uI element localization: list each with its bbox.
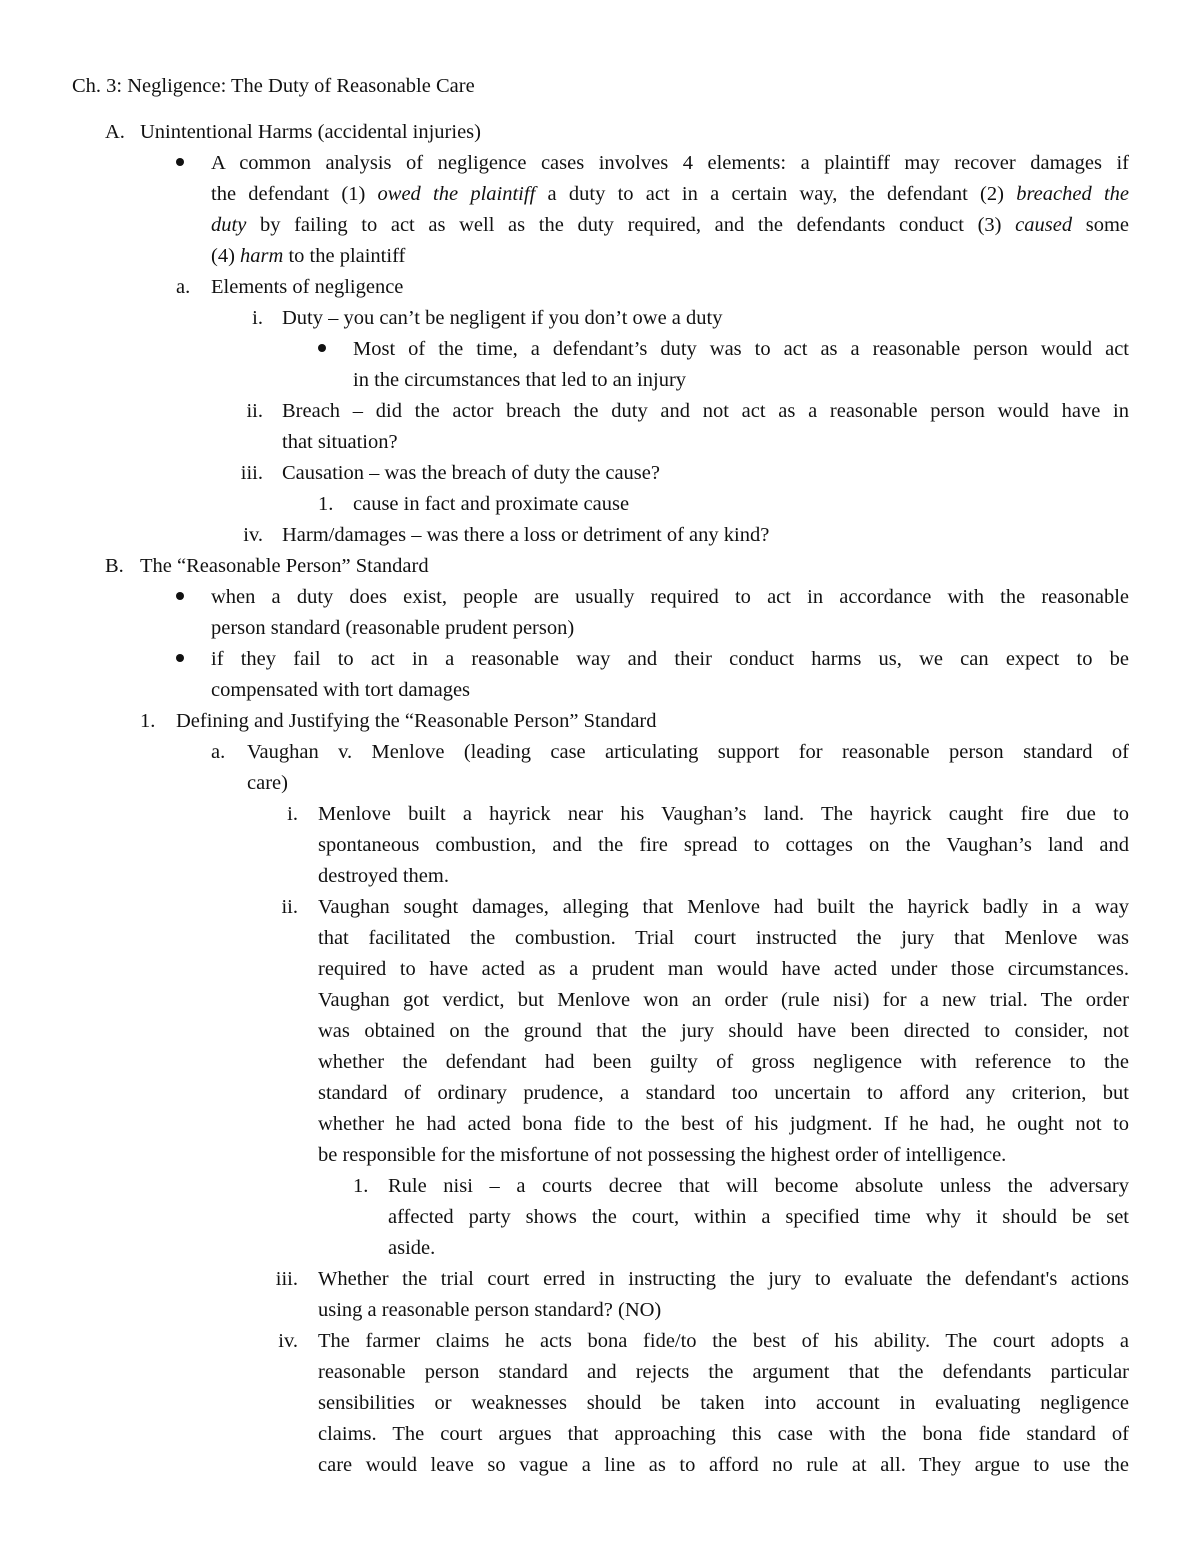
breach-item-line-1: Breach – did the actor breach the duty and not act as a reasonable person would have in (282, 400, 1129, 422)
italic-text-run: caused (1015, 214, 1073, 236)
bullet-icon (318, 344, 326, 352)
duty-item: Duty – you can’t be negligent if you don’t owe a duty (282, 307, 723, 329)
section-a-heading: Unintentional Harms (accidental injuries) (140, 121, 481, 143)
duty-bullet-line-2: in the circumstances that led to an injury (353, 369, 687, 391)
rule-nisi-line: aside. (388, 1237, 436, 1259)
reasonable-bullet-2-line-2: compensated with tort damages (211, 679, 471, 701)
reasonable-bullet-1-line-1: when a duty does exist, people are usually required to act in accordance with the reasonable (211, 586, 1129, 608)
procedure-line: whether he had acted bona fide to the best of his judgment. If he had, he ought not to (318, 1113, 1129, 1135)
elements-paragraph-line-4 (211, 241, 405, 272)
subsection-1-heading: Defining and Justifying the “Reasonable Person” Standard (176, 710, 657, 732)
elements-paragraph-line-1: A common analysis of negligence cases involves 4 elements: a plaintiff may recover damages if (211, 152, 1129, 174)
text-run: by failing to act as well as the duty required, and the defendants conduct (3) (246, 214, 1016, 236)
holding-line: reasonable person standard and rejects the argument that the defendants particular (318, 1361, 1129, 1383)
facts-line: destroyed them. (318, 865, 449, 887)
case-item-iv-marker: iv. (278, 1330, 298, 1352)
rule-nisi-marker: 1. (353, 1175, 369, 1197)
text-run: some (1072, 214, 1129, 236)
text-run: the defendant (1) (211, 183, 378, 205)
bullet-icon (176, 592, 184, 600)
document-title: Ch. 3: Negligence: The Duty of Reasonable Care (72, 75, 475, 97)
procedure-line: be responsible for the misfortune of not possessing the highest order of intelligence. (318, 1144, 1007, 1166)
case-heading-line-1: Vaughan v. Menlove (leading case articulating support for reasonable person standard of (247, 741, 1129, 763)
procedure-line: standard of ordinary prudence, a standard too uncertain to afford any criterion, but (318, 1082, 1129, 1104)
elements-paragraph-line-2 (211, 179, 1129, 210)
case-a-marker: a. (211, 741, 226, 763)
subsection-a-heading: Elements of negligence (211, 276, 404, 298)
subsection-1-marker: 1. (140, 710, 156, 732)
case-heading-line-2: care) (247, 772, 288, 794)
holding-line: The farmer claims he acts bona fide/to the best of his ability. The court adopts a (318, 1330, 1129, 1352)
subsection-a-marker: a. (176, 276, 191, 298)
italic-text-run: duty (211, 214, 247, 236)
holding-line: care would leave so vague a line as to afford no rule at all. They argue to use the (318, 1454, 1129, 1476)
case-item-iii-marker: iii. (275, 1268, 298, 1290)
procedure-line: Vaughan got verdict, but Menlove won an order (rule nisi) for a new trial. The order (318, 989, 1129, 1011)
italic-text-run: breached the (1016, 183, 1129, 205)
item-ii-marker: ii. (246, 400, 263, 422)
bullet-icon (176, 158, 184, 166)
rule-nisi-line: affected party shows the court, within a specified time why it should be set (388, 1206, 1129, 1228)
item-iii-marker: iii. (240, 462, 263, 484)
causation-item: Causation – was the breach of duty the cause? (282, 462, 660, 484)
procedure-line: that facilitated the combustion. Trial court instructed the jury that Menlove was (318, 927, 1129, 949)
italic-text-run: owed the plaintiff (377, 183, 536, 205)
item-i-marker: i. (252, 307, 263, 329)
procedure-line: Vaughan sought damages, alleging that Menlove had built the hayrick badly in a way (318, 896, 1129, 918)
facts-line: spontaneous combustion, and the fire spread to cottages on the Vaughan’s land and (318, 834, 1129, 856)
holding-line: claims. The court argues that approaching this case with the bona fide standard of (318, 1423, 1129, 1445)
harm-item: Harm/damages – was there a loss or detriment of any kind? (282, 524, 770, 546)
holding-line: sensibilities or weaknesses should be taken into account in evaluating negligence (318, 1392, 1129, 1414)
reasonable-bullet-2-line-1: if they fail to act in a reasonable way and their conduct harms us, we can expect to be (211, 648, 1129, 670)
issue-line: Whether the trial court erred in instructing the jury to evaluate the defendant's actions (318, 1268, 1129, 1290)
causation-sub-item: cause in fact and proximate cause (353, 493, 630, 515)
text-run: (4) (211, 245, 241, 267)
reasonable-bullet-1-line-2: person standard (reasonable prudent person) (211, 617, 575, 639)
section-a-marker: A. (105, 121, 125, 143)
procedure-line: whether the defendant had been guilty of gross negligence with reference to the (318, 1051, 1129, 1073)
causation-sub-marker: 1. (318, 493, 334, 515)
case-item-ii-marker: ii. (281, 896, 298, 918)
procedure-line: was obtained on the ground that the jury should have been directed to consider, not (318, 1020, 1129, 1042)
case-item-i-marker: i. (287, 803, 298, 825)
text-run: a duty to act in a certain way, the defendant (2) (535, 183, 1017, 205)
bullet-icon (176, 654, 184, 662)
duty-bullet-line-1: Most of the time, a defendant’s duty was to act as a reasonable person would act (353, 338, 1129, 360)
text-run: to the plaintiff (283, 245, 406, 267)
section-b-heading: The “Reasonable Person” Standard (140, 555, 429, 577)
item-iv-marker: iv. (243, 524, 263, 546)
breach-item-line-2: that situation? (282, 431, 398, 453)
facts-line: Menlove built a hayrick near his Vaughan’s land. The hayrick caught fire due to (318, 803, 1129, 825)
issue-line: using a reasonable person standard? (NO) (318, 1299, 662, 1321)
section-b-marker: B. (105, 555, 124, 577)
italic-text-run: harm (240, 245, 284, 267)
rule-nisi-line: Rule nisi – a courts decree that will become absolute unless the adversary (388, 1175, 1129, 1197)
procedure-line: required to have acted as a prudent man would have acted under those circumstances. (318, 958, 1129, 980)
elements-paragraph-line-3 (211, 210, 1129, 241)
